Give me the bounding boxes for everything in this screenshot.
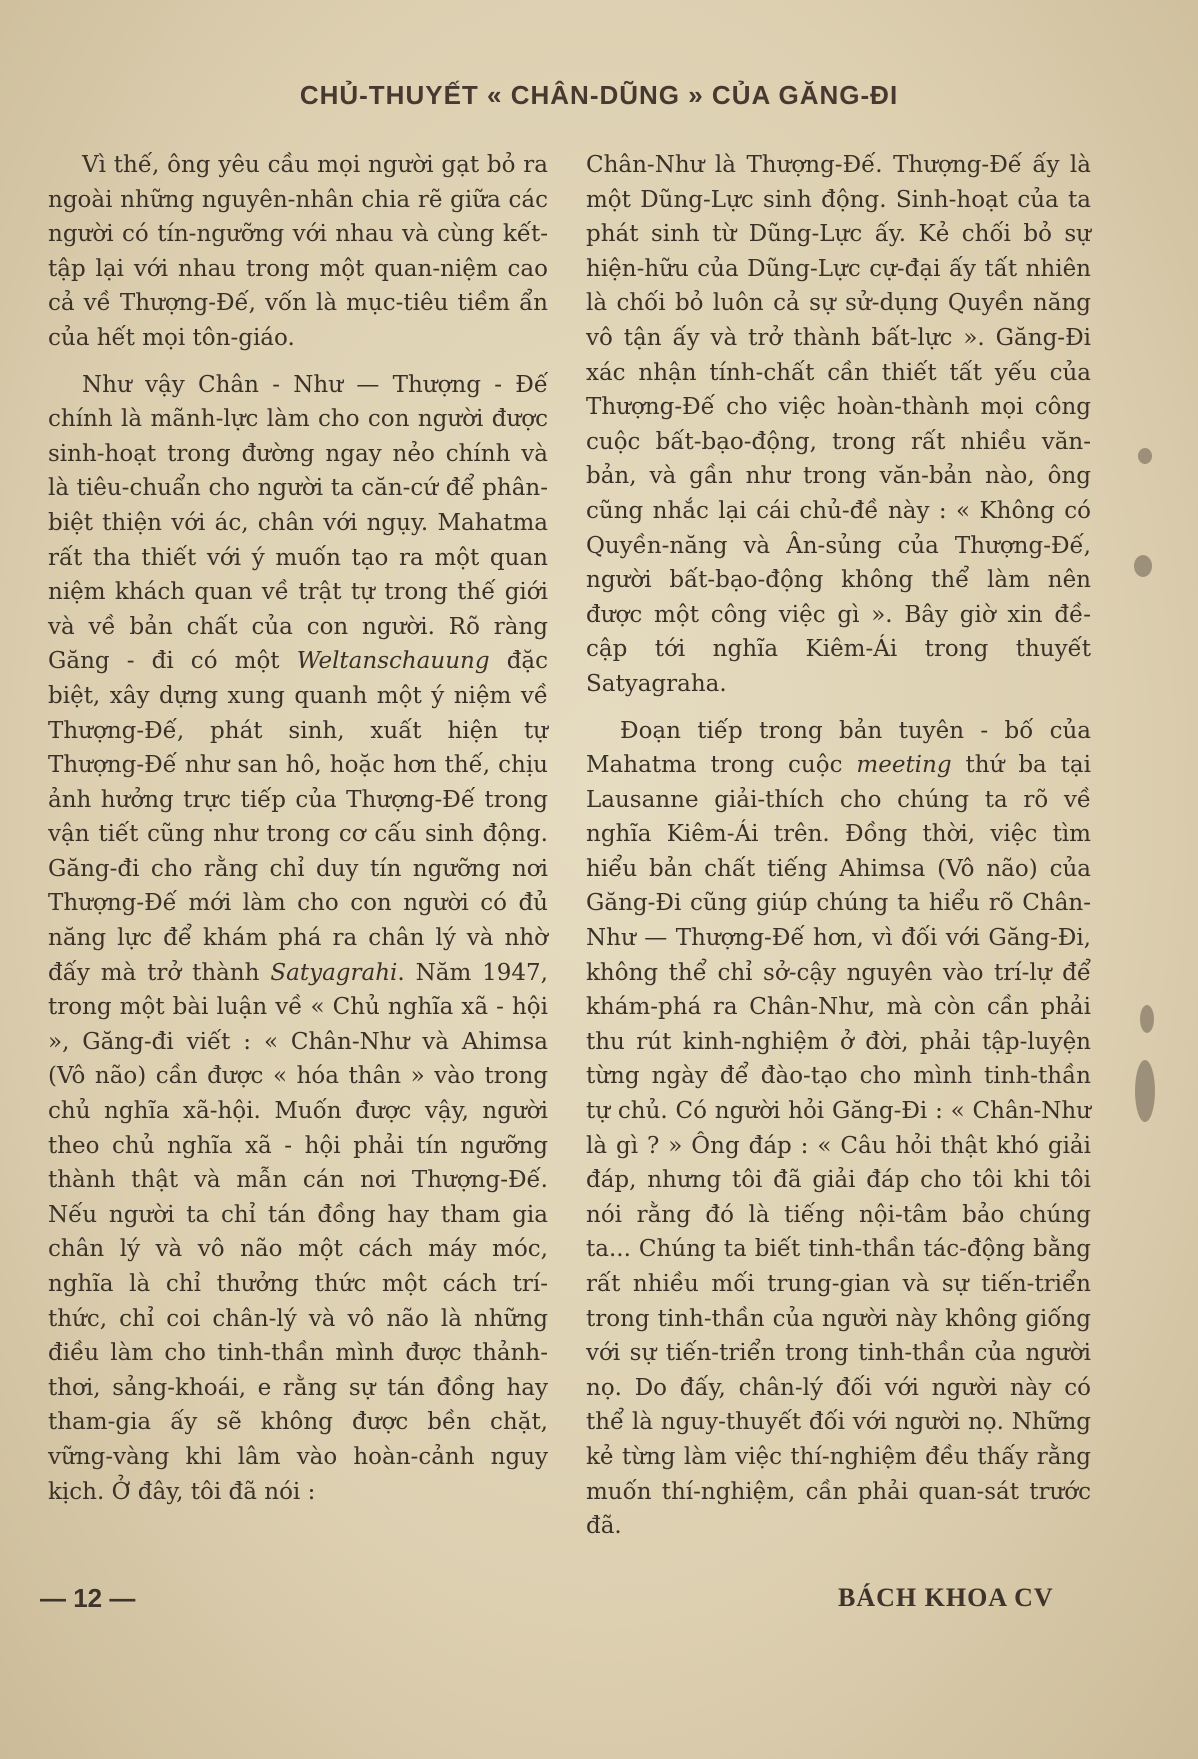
right-column [586,148,1091,1544]
text-run: Đoạn tiếp trong bản tuyên - bố của Mahatma trong cuộc [586,717,1091,779]
page-number: — 12 — [40,1583,136,1613]
text-run: . Năm 1947, trong một bài luận về « Chủ nghĩa xã - hội », Găng-đi viết : « Chân-Như và Ahimsa (Vô não) cần được « hóa thân » vào trong chủ nghĩa xã-hội. Muốn được vậy, người theo chủ nghĩa xã - hội phải tín ngưỡng thành thật và mẫn cán nơi Thượng-Đế. Nếu người ta chỉ tán đồng hay tham gia chân lý và vô não một cách máy móc, nghĩa là chỉ thưởng thức một cách trí-thức, chỉ coi chân-lý và vô não là những điều làm cho tinh-thần mình được thảnh-thơi, sảng-khoái, e rằng sự tán đồng hay tham-gia ấy sẽ không được bền chặt, vững-vàng khi lâm vào hoàn-cảnh nguy kịch. Ở đây, tôi đã nói : [48,959,548,1505]
foreign-term: Satyagrahi [270,959,398,986]
text-run: Như vậy Chân - Như — Thượng - Đế chính là mãnh-lực làm cho con người được sinh-hoạt trong đường ngay nẻo chính và là tiêu-chuẩn cho người ta căn-cứ để phân-biệt thiện với ác, chân với ngụy. Mahatma rất tha thiết với ý muốn tạo ra một quan niệm khách quan về trật tự trong thế giới và về bản chất của con người. Rõ ràng Găng - đi có một [48,371,548,675]
text-run: đặc biệt, xây dựng xung quanh một ý niệm về Thượng-Đế, phát sinh, xuất hiện tự Thượng-Đế như san hô, hoặc hơn thế, chịu ảnh hưởng trực tiếp của Thượng-Đế trong vận tiết cũng như trong cơ cấu sinh động. Găng-đi cho rằng chỉ duy tín ngưỡng nơi Thượng-Đế mới làm cho con người có đủ năng lực để khám phá ra chân lý và nhờ đấy mà trở thành [48,648,549,986]
ink-stain [1134,555,1152,577]
ink-stain [1138,448,1152,464]
foreign-term: Weltanschauung [296,648,490,675]
paragraph [48,368,548,1510]
text-run: thứ ba tại Lausanne giải-thích cho chúng ta rõ về nghĩa Kiêm-Ái trên. Đồng thời, việc tìm hiểu bản chất tiếng Ahimsa (Vô não) của Găng-Đi cũng giúp chúng ta hiểu rõ Chân-Như — Thượng-Đế hơn, vì đối với Găng-Đi, không thể chỉ sở-cậy nguyên vào trí-lự để khám-phá ra Chân-Như, mà còn cần phải thu rút kinh-nghiệm ở đời, phải tập-luyện từng ngày để đào-tạo cho mình tinh-thần tự chủ. Có người hỏi Găng-Đi : « Chân-Như là gì ? » Ông đáp : « Câu hỏi thật khó giải đáp, nhưng tôi đã giải đáp cho tôi khi tôi nói rằng đó là tiếng nội-tâm bảo chúng ta... Chúng ta biết tinh-thần tác-động bằng rất nhiều mối trung-gian và sự tiến-triển trong tinh-thần của người này không giống với sự tiến-triển trong tinh-thần của người nọ. Do đấy, chân-lý đối với người này có thể là nguy-thuyết đối với người nọ. Những kẻ từng làm việc thí-nghiệm đều thấy rằng muốn thí-nghiệm, cần phải quan-sát trước đã. [586,752,1091,1540]
foreign-term: meeting [856,752,952,779]
paragraph: Vì thế, ông yêu cầu mọi người gạt bỏ ra ngoài những nguyên-nhân chia rẽ giữa các người có tín-ngưỡng với nhau và cùng kết-tập lại với nhau trong một quan-niệm cao cả về Thượng-Đế, vốn là mục-tiêu tiềm ẩn của hết mọi tôn-giáo. [48,152,548,351]
ink-stain [1135,1060,1155,1122]
running-header: CHỦ-THUYẾT « CHÂN-DŨNG » CỦA GĂNG-ĐI [299,80,899,110]
publication-name: BÁCH KHOA CV [838,1583,1054,1612]
left-column [48,148,548,1509]
paragraph [586,714,1091,1544]
ink-stain [1140,1005,1154,1033]
paragraph: Chân-Như là Thượng-Đế. Thượng-Đế ấy là một Dũng-Lực sinh động. Sinh-hoạt của ta phát sinh từ Dũng-Lực ấy. Kẻ chối bỏ sự hiện-hữu của Dũng-Lực cự-đại ấy tất nhiên là chối bỏ luôn cả sự sử-dụng Quyền năng vô tận ấy và trở thành bất-lực ». Găng-Đi xác nhận tính-chất cần thiết tất yếu của Thượng-Đế cho việc hoàn-thành mọi công cuộc bất-bạo-động, trong rất nhiều văn-bản, và gần như trong văn-bản nào, ông cũng nhắc lại cái chủ-đề này : « Không có Quyền-năng và Ân-sủng của Thượng-Đế, người bất-bạo-động không thể làm nên được một công việc gì ». Bây giờ xin đề-cập tới nghĩa Kiêm-Ái trong thuyết Satyagraha. [586,152,1091,697]
